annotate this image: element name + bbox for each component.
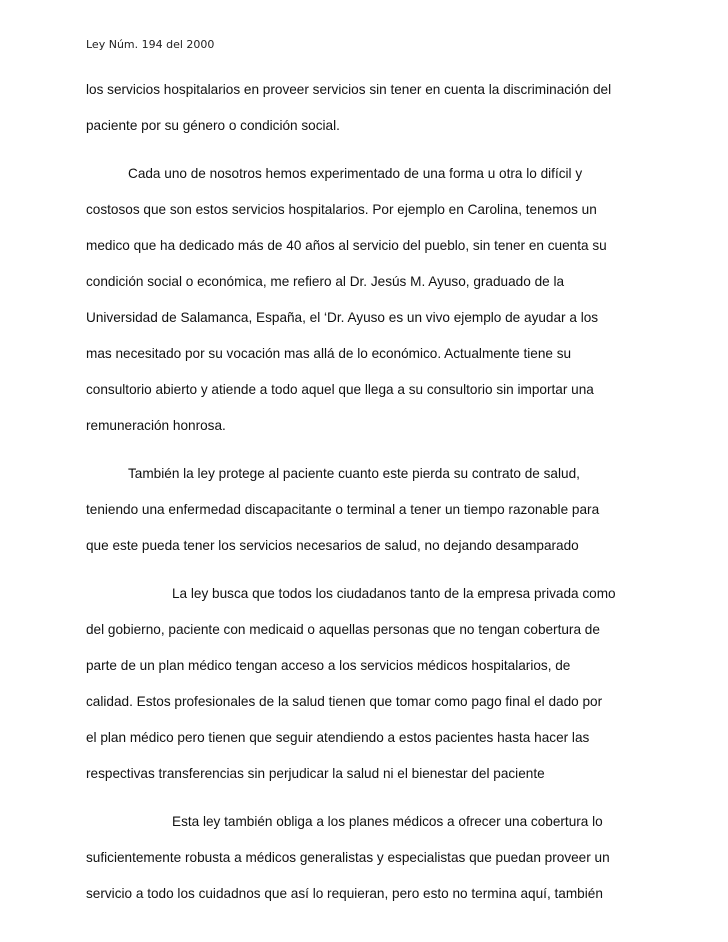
- body-line: suficientemente robusta a médicos generalistas y especialistas que puedan proveer un: [86, 850, 610, 865]
- body-line: teniendo una enfermedad discapacitante o terminal a tener un tiempo razonable para: [86, 502, 600, 517]
- body-line: remuneración honrosa.: [86, 418, 226, 433]
- page-header: Ley Núm. 194 del 2000: [86, 38, 215, 51]
- body-line: el plan médico pero tienen que seguir atendiendo a estos pacientes hasta hacer las: [86, 730, 590, 745]
- body-line: Universidad de Salamanca, España, el ‘Dr. Ayuso es un vivo ejemplo de ayudar a los: [86, 310, 599, 325]
- body-line: respectivas transferencias sin perjudicar la salud ni el bienestar del paciente: [86, 766, 545, 781]
- body-line: los servicios hospitalarios en proveer servicios sin tener en cuenta la discriminación del: [86, 82, 612, 97]
- body-line: del gobierno, paciente con medicaid o aquellas personas que no tengan cobertura de: [86, 622, 600, 637]
- body-line: condición social o económica, me refiero al Dr. Jesús M. Ayuso, graduado de la: [86, 274, 565, 289]
- body-line: costosos que son estos servicios hospitalarios. Por ejemplo en Carolina, tenemos un: [86, 202, 597, 217]
- paragraph-first-line: También la ley protege al paciente cuanto este pierda su contrato de salud,: [128, 466, 580, 481]
- body-line: servicio a todo los cuidadnos que así lo requieran, pero esto no termina aquí, también: [86, 886, 603, 901]
- body-line: consultorio abierto y atiende a todo aquel que llega a su consultorio sin importar una: [86, 382, 594, 397]
- paragraph-first-line: Esta ley también obliga a los planes médicos a ofrecer una cobertura lo: [172, 814, 603, 829]
- body-line: parte de un plan médico tengan acceso a los servicios médicos hospitalarios, de: [86, 658, 571, 673]
- body-line: calidad. Estos profesionales de la salud tienen que tomar como pago final el dado por: [86, 694, 603, 709]
- body-line: que este pueda tener los servicios necesarios de salud, no dejando desamparado: [86, 538, 579, 553]
- body-line: paciente por su género o condición social.: [86, 118, 340, 133]
- paragraph-first-line: Cada uno de nosotros hemos experimentado de una forma u otra lo difícil y: [128, 166, 583, 181]
- paragraph-first-line: La ley busca que todos los ciudadanos tanto de la empresa privada como: [172, 586, 616, 601]
- body-line: medico que ha dedicado más de 40 años al servicio del pueblo, sin tener en cuenta su: [86, 238, 607, 253]
- body-line: mas necesitado por su vocación mas allá de lo económico. Actualmente tiene su: [86, 346, 572, 361]
